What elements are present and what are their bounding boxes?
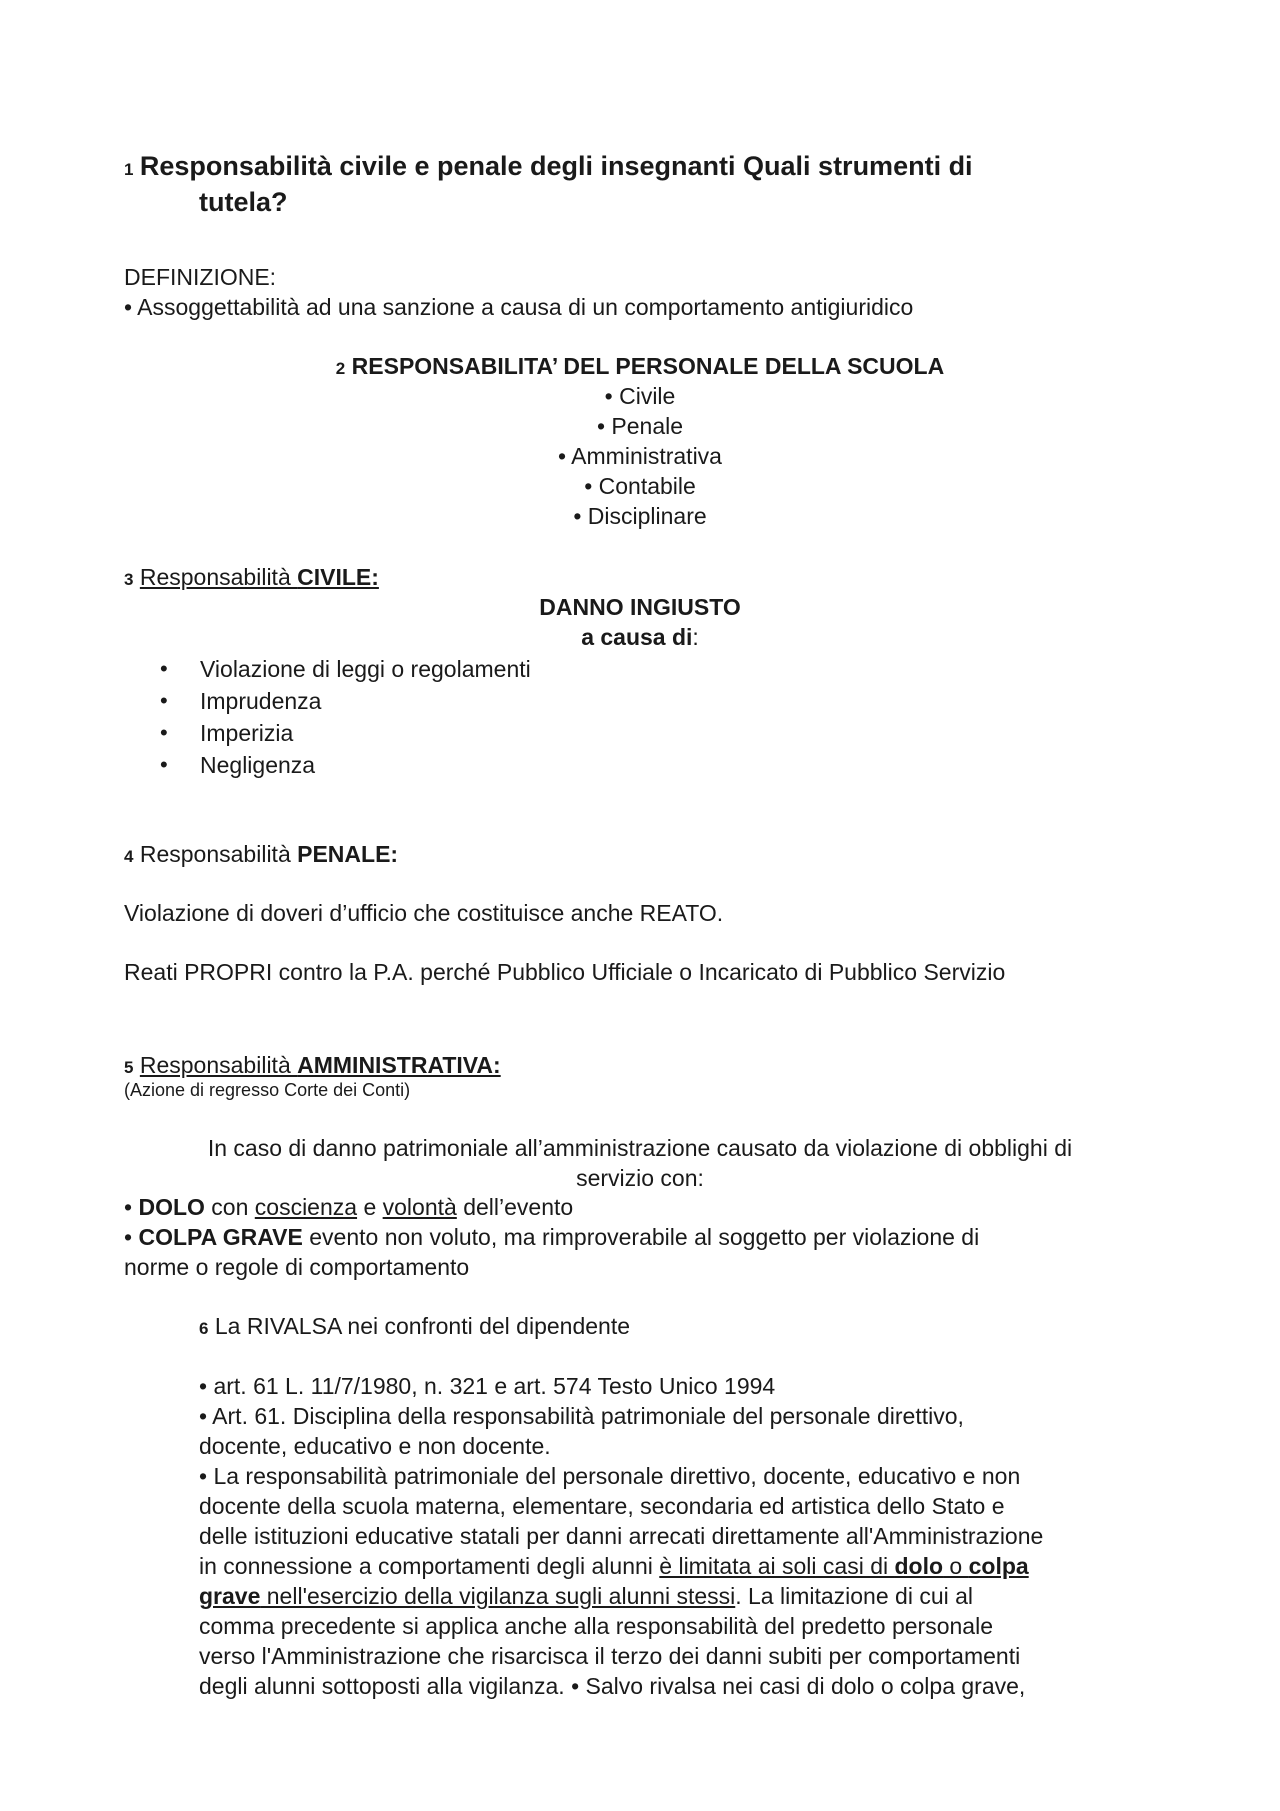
section-1-title-line1: Responsabilità civile e penale degli insegnanti Quali strumenti di xyxy=(139,151,973,181)
label-text: Responsabilità xyxy=(139,841,298,867)
rivalsa-bullet-1: • art. 61 L. 11/7/1980, n. 321 e art. 574 Testo Unico 1994 xyxy=(199,1373,776,1399)
dolo-term: DOLO xyxy=(138,1194,205,1220)
underlined-text xyxy=(659,1553,1028,1579)
bullet: • xyxy=(160,656,168,681)
section-number: 3 xyxy=(124,570,134,589)
grave-term: grave xyxy=(199,1583,261,1609)
cause-text: Negligenza xyxy=(200,752,316,778)
colpa-term: colpa xyxy=(968,1553,1029,1579)
amministrativa-intro-line1: In caso di danno patrimoniale all’amministrazione causato da violazione di obblighi di xyxy=(207,1135,1073,1161)
cause-text: Imperizia xyxy=(200,720,294,746)
colpa-grave-item xyxy=(124,1222,979,1252)
volonta: volontà xyxy=(382,1194,457,1220)
section-6-heading xyxy=(199,1311,630,1344)
rivalsa-bullet-3-line2: docente della scuola materna, elementare, secondaria ed artistica dello Stato e xyxy=(199,1493,1005,1519)
text: è limitata ai soli casi di xyxy=(659,1553,895,1579)
text: nell'esercizio della vigilanza sugli alunni stessi xyxy=(260,1583,736,1609)
text: dell’evento xyxy=(456,1194,574,1220)
rivalsa-bullet-3-line1: • La responsabilità patrimoniale del personale direttivo, docente, educativo e non xyxy=(199,1463,1021,1489)
rivalsa-body xyxy=(199,1371,1043,1701)
section-6-title: La RIVALSA nei confronti del dipendente xyxy=(214,1313,631,1339)
text: e xyxy=(357,1194,383,1220)
a-causa-di-tail: : xyxy=(692,624,699,650)
section-number: 4 xyxy=(124,847,134,866)
bullet: • xyxy=(124,1194,139,1220)
section-5-note: (Azione di regresso Corte dei Conti) xyxy=(124,1080,411,1100)
responsibility-type: • Civile xyxy=(604,383,676,409)
section-number: 2 xyxy=(335,359,346,378)
section-5-label xyxy=(140,1052,501,1078)
section-3-label xyxy=(140,564,379,590)
bullet: • xyxy=(160,752,168,777)
section-2-heading xyxy=(0,351,1280,384)
section-number: 1 xyxy=(124,160,134,179)
cause-text: Imprudenza xyxy=(200,688,322,714)
section-number: 6 xyxy=(199,1319,209,1338)
penale-paragraph-1: Violazione di doveri d’ufficio che costituisce anche REATO. xyxy=(124,900,724,926)
label-bold: PENALE: xyxy=(297,841,399,867)
text: in connessione a comportamenti degli alunni xyxy=(199,1553,660,1579)
section-1-heading xyxy=(124,149,973,185)
label-text: Responsabilità xyxy=(139,1052,298,1078)
rivalsa-bullet-3-line3: delle istituzioni educative statali per danni arrecati direttamente all'Amministrazione xyxy=(199,1523,1044,1549)
text: o xyxy=(943,1553,969,1579)
label-bold: AMMINISTRATIVA: xyxy=(297,1052,501,1078)
penale-paragraph-2: Reati PROPRI contro la P.A. perché Pubblico Ufficiale o Incaricato di Pubblico Servizio xyxy=(124,959,1006,985)
rivalsa-bullet-3-line7: verso l'Amministrazione che risarcisca il terzo dei danni subiti per comportamenti xyxy=(199,1643,1021,1669)
bullet: • xyxy=(160,720,168,745)
rivalsa-bullet-3-line8: degli alunni sottoposti alla vigilanza. • Salvo rivalsa nei casi di dolo o colpa grave, xyxy=(199,1673,1026,1699)
colpa-grave-item-line2: norme o regole di comportamento xyxy=(124,1254,470,1280)
rivalsa-bullet-3-line6: comma precedente si applica anche alla responsabilità del predetto personale xyxy=(199,1613,993,1639)
responsibility-type: • Contabile xyxy=(584,473,696,499)
bullet: • xyxy=(124,1224,139,1250)
label-text: Responsabilità xyxy=(139,564,298,590)
section-number: 5 xyxy=(124,1058,134,1077)
a-causa-di-bold: a causa di xyxy=(581,624,693,650)
rivalsa-bullet-2-line1: • Art. 61. Disciplina della responsabilità patrimoniale del personale direttivo, xyxy=(199,1403,964,1429)
rivalsa-bullet-3-line5 xyxy=(199,1581,1043,1611)
text: con xyxy=(204,1194,255,1220)
responsibility-type-list xyxy=(0,381,1280,531)
text: . La limitazione di cui al xyxy=(735,1583,974,1609)
rivalsa-bullet-2-line2: docente, educativo e non docente. xyxy=(199,1433,551,1459)
definition-label: DEFINIZIONE: xyxy=(124,264,277,290)
rivalsa-bullet-3-line4 xyxy=(199,1551,1043,1581)
danno-ingiusto: DANNO INGIUSTO xyxy=(539,594,741,620)
text: evento non voluto, ma rimproverabile al soggetto per violazione di xyxy=(302,1224,980,1250)
amministrativa-intro-line2: servizio con: xyxy=(576,1165,704,1191)
underlined-text xyxy=(199,1583,735,1609)
a-causa-di xyxy=(0,622,1280,652)
colpa-grave-term: COLPA GRAVE xyxy=(138,1224,303,1250)
section-1-title-line2: tutela? xyxy=(199,187,288,217)
section-4-heading xyxy=(124,839,398,872)
coscienza: coscienza xyxy=(254,1194,358,1220)
label-bold: CIVILE: xyxy=(297,564,379,590)
dolo-item xyxy=(124,1192,573,1222)
section-2-title: RESPONSABILITA’ DEL PERSONALE DELLA SCUOLA xyxy=(351,353,945,379)
cause-text: Violazione di leggi o regolamenti xyxy=(200,656,531,682)
responsibility-type: • Disciplinare xyxy=(573,503,707,529)
responsibility-type: • Amministrativa xyxy=(558,443,722,469)
definition-text: • Assoggettabilità ad una sanzione a causa di un comportamento antigiuridico xyxy=(124,294,914,320)
bullet: • xyxy=(160,688,168,713)
responsibility-type: • Penale xyxy=(596,413,684,439)
section-3-heading xyxy=(124,562,379,595)
dolo-term: dolo xyxy=(894,1553,944,1579)
